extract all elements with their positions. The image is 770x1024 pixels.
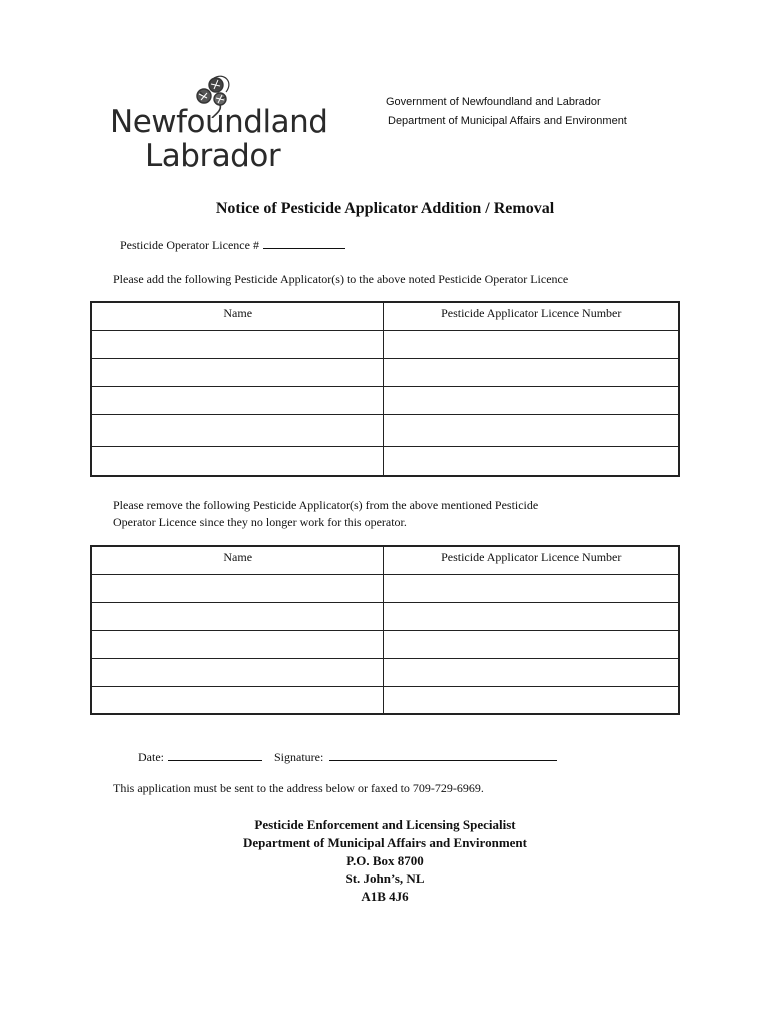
licence-number-field[interactable] <box>263 237 345 249</box>
name-cell[interactable] <box>91 574 384 602</box>
form-title: Notice of Pesticide Applicator Addition / Removal <box>215 200 555 217</box>
name-cell[interactable] <box>91 446 384 476</box>
address-line: Department of Municipal Affairs and Environment <box>243 835 527 850</box>
table-row <box>91 446 679 476</box>
remove-instruction-line: Please remove the following Pesticide Applicator(s) from the above mentioned Pesticide <box>113 498 539 512</box>
table-row <box>91 414 679 446</box>
name-cell[interactable] <box>91 386 384 414</box>
signature-field[interactable] <box>329 749 557 761</box>
add-applicators-table <box>90 301 680 477</box>
licence-number-cell[interactable] <box>384 386 679 414</box>
table-header-row <box>91 546 679 574</box>
send-instruction: This application must be sent to the address below or faxed to 709-729-6969. <box>113 781 484 795</box>
date-signature-row <box>138 749 557 765</box>
government-name: Government of Newfoundland and Labrador <box>386 96 601 108</box>
column-header-name: Name <box>91 302 384 330</box>
licence-number-cell[interactable] <box>384 330 679 358</box>
name-cell[interactable] <box>91 686 384 714</box>
newfoundland-labrador-logo <box>110 74 328 174</box>
licence-number-cell[interactable] <box>384 446 679 476</box>
name-cell[interactable] <box>91 414 384 446</box>
date-label: Date: <box>138 750 164 764</box>
remove-instruction <box>113 497 538 531</box>
table-row <box>91 330 679 358</box>
licence-number-cell[interactable] <box>384 574 679 602</box>
department-name: Department of Municipal Affairs and Environment <box>388 115 627 127</box>
logo-text-labrador: Labrador <box>145 138 281 174</box>
column-header-name: Name <box>91 546 384 574</box>
signature-label: Signature: <box>274 750 324 764</box>
name-cell[interactable] <box>91 358 384 386</box>
table-row <box>91 686 679 714</box>
table-header-row <box>91 302 679 330</box>
address-line: A1B 4J6 <box>361 889 409 904</box>
name-cell[interactable] <box>91 658 384 686</box>
table-row <box>91 602 679 630</box>
licence-number-cell[interactable] <box>384 630 679 658</box>
licence-number-cell[interactable] <box>384 686 679 714</box>
column-header-licence-number: Pesticide Applicator Licence Number <box>384 302 679 330</box>
remove-applicators-table <box>90 545 680 715</box>
licence-number-cell[interactable] <box>384 658 679 686</box>
licence-label: Pesticide Operator Licence # <box>120 238 259 252</box>
licence-field-row <box>120 237 345 253</box>
logo-text-newfoundland: Newfoundland <box>110 104 328 140</box>
column-header-licence-number: Pesticide Applicator Licence Number <box>384 546 679 574</box>
add-instruction: Please add the following Pesticide Applicator(s) to the above noted Pesticide Operator Licence <box>113 272 569 286</box>
table-row <box>91 574 679 602</box>
mailing-address <box>0 816 770 906</box>
name-cell[interactable] <box>91 602 384 630</box>
table-row <box>91 658 679 686</box>
table-row <box>91 358 679 386</box>
name-cell[interactable] <box>91 630 384 658</box>
address-line: Pesticide Enforcement and Licensing Specialist <box>254 817 516 832</box>
table-row <box>91 630 679 658</box>
licence-number-cell[interactable] <box>384 414 679 446</box>
remove-instruction-line: Operator Licence since they no longer work for this operator. <box>113 515 407 529</box>
date-field[interactable] <box>168 749 262 761</box>
name-cell[interactable] <box>91 330 384 358</box>
licence-number-cell[interactable] <box>384 358 679 386</box>
address-line: St. John’s, NL <box>345 871 425 886</box>
address-line: P.O. Box 8700 <box>346 853 424 868</box>
table-row <box>91 386 679 414</box>
licence-number-cell[interactable] <box>384 602 679 630</box>
